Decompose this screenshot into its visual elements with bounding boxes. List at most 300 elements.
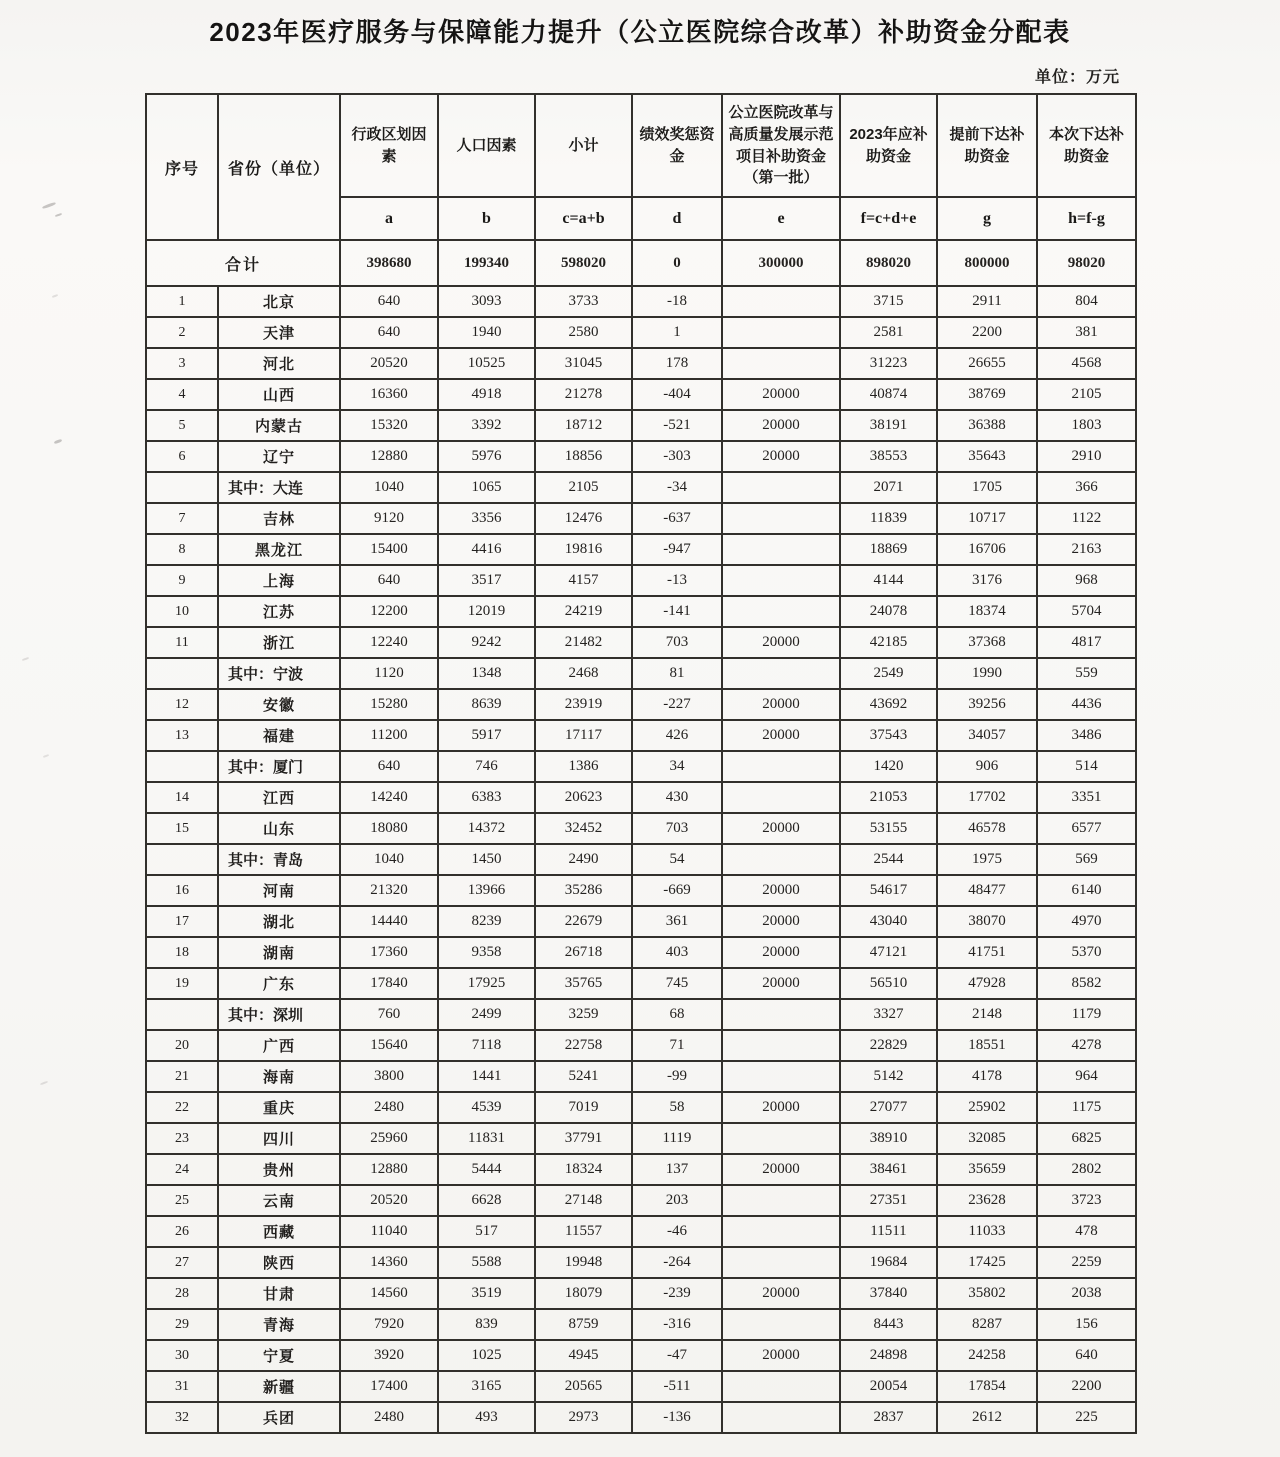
row-province: 青海 [218,1309,340,1340]
row-value: 4278 [1037,1030,1136,1061]
row-value: 11033 [937,1216,1037,1247]
row-value: 1940 [438,317,535,348]
row-value: 2468 [535,658,632,689]
row-value: 17702 [937,782,1037,813]
table-row [146,689,1136,720]
row-value: 17360 [340,937,438,968]
row-value: 27351 [840,1185,937,1216]
row-value: -404 [632,379,722,410]
row-value: 2910 [1037,441,1136,472]
row-province: 其中：青岛 [218,844,340,875]
row-value: 15400 [340,534,438,565]
row-seq: 12 [146,689,218,720]
row-value: 4539 [438,1092,535,1123]
row-value: 27077 [840,1092,937,1123]
row-value: 7019 [535,1092,632,1123]
row-province: 浙江 [218,627,340,658]
row-value: 16706 [937,534,1037,565]
row-value: 17925 [438,968,535,999]
row-province: 其中：深圳 [218,999,340,1030]
row-value: 12880 [340,1154,438,1185]
row-province: 天津 [218,317,340,348]
row-value: 5370 [1037,937,1136,968]
column-formula: e [722,197,840,240]
row-value: 20000 [722,906,840,937]
row-value: 2200 [1037,1371,1136,1402]
row-value: 20000 [722,410,840,441]
row-value: 3519 [438,1278,535,1309]
row-value: 703 [632,627,722,658]
row-value: 2163 [1037,534,1136,565]
column-header: 公立医院改革与高质量发展示范项目补助资金（第一批） [722,94,840,197]
row-seq: 27 [146,1247,218,1278]
column-header: 绩效奖惩资金 [632,94,722,197]
row-value: 40874 [840,379,937,410]
row-value: 47928 [937,968,1037,999]
table-row [146,658,1136,689]
row-province: 河南 [218,875,340,906]
row-value: 2148 [937,999,1037,1030]
table-row [146,441,1136,472]
row-value: 2038 [1037,1278,1136,1309]
row-province: 其中：厦门 [218,751,340,782]
row-province: 吉林 [218,503,340,534]
row-value: 48477 [937,875,1037,906]
row-province: 福建 [218,720,340,751]
row-seq: 19 [146,968,218,999]
row-value: 3165 [438,1371,535,1402]
table-row [146,627,1136,658]
row-value: 2480 [340,1092,438,1123]
column-formula: c=a+b [535,197,632,240]
row-value: 68 [632,999,722,1030]
row-value: 6577 [1037,813,1136,844]
row-value [722,1061,840,1092]
row-province: 湖南 [218,937,340,968]
row-value: 7118 [438,1030,535,1061]
row-seq: 20 [146,1030,218,1061]
row-value: 35659 [937,1154,1037,1185]
table-row [146,1061,1136,1092]
row-value: 2549 [840,658,937,689]
row-value: 20000 [722,813,840,844]
row-value: 6825 [1037,1123,1136,1154]
row-value: 906 [937,751,1037,782]
row-seq: 25 [146,1185,218,1216]
table-row [146,565,1136,596]
row-value [722,1371,840,1402]
row-seq [146,999,218,1030]
row-seq: 18 [146,937,218,968]
row-value: 58 [632,1092,722,1123]
table-row [146,937,1136,968]
scan-artifact [52,294,58,298]
row-value: 22758 [535,1030,632,1061]
row-value: 5241 [535,1061,632,1092]
row-value: 21278 [535,379,632,410]
row-value: 4144 [840,565,937,596]
row-value: 11831 [438,1123,535,1154]
row-value: 14560 [340,1278,438,1309]
row-province: 贵州 [218,1154,340,1185]
row-value: -264 [632,1247,722,1278]
row-value: -947 [632,534,722,565]
row-value: 640 [340,317,438,348]
table-head [146,94,1136,240]
row-value: 20000 [722,1154,840,1185]
row-value: 968 [1037,565,1136,596]
row-value: 493 [438,1402,535,1433]
row-value: 42185 [840,627,937,658]
row-value: 426 [632,720,722,751]
row-value: -669 [632,875,722,906]
table-row [146,782,1136,813]
row-value: 745 [632,968,722,999]
row-seq: 7 [146,503,218,534]
row-seq: 1 [146,286,218,317]
row-value: 15320 [340,410,438,441]
scan-artifact [42,202,56,210]
row-value: 26718 [535,937,632,968]
row-value: 20000 [722,968,840,999]
row-value: 2105 [1037,379,1136,410]
table-row [146,379,1136,410]
row-value: 23628 [937,1185,1037,1216]
row-value: 20000 [722,441,840,472]
row-value: 18324 [535,1154,632,1185]
row-value: 804 [1037,286,1136,317]
row-value [722,1185,840,1216]
row-province: 西藏 [218,1216,340,1247]
row-value: 9242 [438,627,535,658]
row-seq: 13 [146,720,218,751]
row-value: 37368 [937,627,1037,658]
row-value: 1040 [340,472,438,503]
row-value: 22679 [535,906,632,937]
row-value: 37791 [535,1123,632,1154]
row-value: 3486 [1037,720,1136,751]
column-formula: g [937,197,1037,240]
row-value: 19816 [535,534,632,565]
row-value: 38769 [937,379,1037,410]
row-value: 5588 [438,1247,535,1278]
total-value: 0 [632,240,722,286]
row-value: 35765 [535,968,632,999]
row-value: 12240 [340,627,438,658]
row-value: 225 [1037,1402,1136,1433]
row-value: 12200 [340,596,438,627]
row-value: -637 [632,503,722,534]
row-value: -99 [632,1061,722,1092]
row-seq: 8 [146,534,218,565]
row-province: 四川 [218,1123,340,1154]
row-value: 38461 [840,1154,937,1185]
row-value: 21320 [340,875,438,906]
row-value: 37840 [840,1278,937,1309]
row-value: 2480 [340,1402,438,1433]
row-value: 46578 [937,813,1037,844]
row-value: 11511 [840,1216,937,1247]
page-title: 2023年医疗服务与保障能力提升（公立医院综合改革）补助资金分配表 [209,17,1071,47]
row-value: 14440 [340,906,438,937]
row-value: 1175 [1037,1092,1136,1123]
row-value: 12880 [340,441,438,472]
row-value: 1120 [340,658,438,689]
table-row [146,906,1136,937]
row-province: 山东 [218,813,340,844]
total-row [146,240,1136,286]
row-value: 4945 [535,1340,632,1371]
row-value: 2499 [438,999,535,1030]
row-seq: 9 [146,565,218,596]
row-value: 3800 [340,1061,438,1092]
row-value [722,286,840,317]
row-value: 640 [340,565,438,596]
row-value: 8443 [840,1309,937,1340]
row-value: 137 [632,1154,722,1185]
row-value: 18856 [535,441,632,472]
row-seq: 5 [146,410,218,441]
row-value: 14240 [340,782,438,813]
row-value: 8582 [1037,968,1136,999]
table-row [146,1154,1136,1185]
row-province: 陕西 [218,1247,340,1278]
row-value: 3392 [438,410,535,441]
row-value: 20000 [722,627,840,658]
row-value: 1065 [438,472,535,503]
row-value: 4157 [535,565,632,596]
row-value: 3920 [340,1340,438,1371]
row-value: 5976 [438,441,535,472]
row-value [722,565,840,596]
row-value: 640 [1037,1340,1136,1371]
table-row [146,1340,1136,1371]
row-value: 20520 [340,1185,438,1216]
row-value: 8759 [535,1309,632,1340]
row-value: 4436 [1037,689,1136,720]
row-value: 1420 [840,751,937,782]
row-seq: 2 [146,317,218,348]
total-value: 398680 [340,240,438,286]
row-value: 1040 [340,844,438,875]
row-value: 2581 [840,317,937,348]
table-row [146,317,1136,348]
row-value: 22829 [840,1030,937,1061]
row-value: 1990 [937,658,1037,689]
row-value: 18080 [340,813,438,844]
row-province: 江苏 [218,596,340,627]
row-value: 4568 [1037,348,1136,379]
row-value [722,1247,840,1278]
row-value: 20000 [722,1340,840,1371]
row-value: 11557 [535,1216,632,1247]
table-row [146,472,1136,503]
row-province: 山西 [218,379,340,410]
row-value: 20000 [722,720,840,751]
row-value: -13 [632,565,722,596]
row-value: 178 [632,348,722,379]
row-value: 31223 [840,348,937,379]
row-value: 34 [632,751,722,782]
row-value: 25902 [937,1092,1037,1123]
row-value: 5704 [1037,596,1136,627]
row-value [722,1216,840,1247]
row-value: 7920 [340,1309,438,1340]
row-value: 1441 [438,1061,535,1092]
row-value: 2911 [937,286,1037,317]
row-value: 381 [1037,317,1136,348]
row-province: 云南 [218,1185,340,1216]
row-value: 1348 [438,658,535,689]
row-value: 2580 [535,317,632,348]
row-value: 20000 [722,379,840,410]
row-value: 17400 [340,1371,438,1402]
row-value: 20623 [535,782,632,813]
row-value: 3351 [1037,782,1136,813]
scan-artifact [22,657,29,661]
row-value: 14372 [438,813,535,844]
row-value: 11839 [840,503,937,534]
row-value: 3733 [535,286,632,317]
row-value: 24078 [840,596,937,627]
row-value: 21482 [535,627,632,658]
table-row [146,1092,1136,1123]
row-value: 19684 [840,1247,937,1278]
row-value: 38910 [840,1123,937,1154]
row-value: 361 [632,906,722,937]
total-value: 98020 [1037,240,1136,286]
row-seq: 28 [146,1278,218,1309]
scan-artifact [54,439,63,445]
row-value: 41751 [937,937,1037,968]
table-row [146,968,1136,999]
table-row [146,410,1136,441]
row-value: 53155 [840,813,937,844]
row-seq: 23 [146,1123,218,1154]
row-seq: 16 [146,875,218,906]
row-value: 3327 [840,999,937,1030]
row-value [722,751,840,782]
row-value: 10717 [937,503,1037,534]
total-value: 199340 [438,240,535,286]
column-header: 提前下达补助资金 [937,94,1037,197]
row-value: 31045 [535,348,632,379]
row-value: 839 [438,1309,535,1340]
scan-artifact [55,213,62,217]
row-value: 14360 [340,1247,438,1278]
row-value [722,596,840,627]
row-value: 47121 [840,937,937,968]
table-row [146,1123,1136,1154]
row-province: 其中：大连 [218,472,340,503]
column-header: 本次下达补助资金 [1037,94,1136,197]
row-value: 17425 [937,1247,1037,1278]
row-value [722,317,840,348]
row-value: -136 [632,1402,722,1433]
row-province: 新疆 [218,1371,340,1402]
row-value [722,1309,840,1340]
row-province: 黑龙江 [218,534,340,565]
row-seq: 26 [146,1216,218,1247]
row-value: 12476 [535,503,632,534]
column-header: 小计 [535,94,632,197]
row-value: 2490 [535,844,632,875]
row-value: 640 [340,286,438,317]
row-value: -227 [632,689,722,720]
row-value: 24219 [535,596,632,627]
row-value: 9358 [438,937,535,968]
row-province: 广东 [218,968,340,999]
row-value: 38070 [937,906,1037,937]
row-seq: 11 [146,627,218,658]
row-province: 广西 [218,1030,340,1061]
row-seq: 17 [146,906,218,937]
row-value: 20000 [722,875,840,906]
row-value: 71 [632,1030,722,1061]
column-formula: f=c+d+e [840,197,937,240]
table-row [146,1309,1136,1340]
header-province: 省份（单位） [218,94,340,240]
row-value: 17117 [535,720,632,751]
row-value: 3356 [438,503,535,534]
row-value: 25960 [340,1123,438,1154]
column-header: 行政区划因素 [340,94,438,197]
row-value: 203 [632,1185,722,1216]
row-seq [146,472,218,503]
row-value: 2802 [1037,1154,1136,1185]
row-value: -18 [632,286,722,317]
row-seq: 31 [146,1371,218,1402]
row-value: -521 [632,410,722,441]
row-seq: 24 [146,1154,218,1185]
row-seq [146,844,218,875]
row-value [722,1030,840,1061]
row-value: 2544 [840,844,937,875]
table-row [146,875,1136,906]
row-value: 4416 [438,534,535,565]
row-value: 54 [632,844,722,875]
row-value: 3259 [535,999,632,1030]
row-value: 24898 [840,1340,937,1371]
row-value: 366 [1037,472,1136,503]
row-province: 海南 [218,1061,340,1092]
row-value: 1450 [438,844,535,875]
row-value: 640 [340,751,438,782]
row-value: 760 [340,999,438,1030]
row-value: 26655 [937,348,1037,379]
row-value: 517 [438,1216,535,1247]
scan-artifact [40,1081,48,1086]
table-row [146,1402,1136,1433]
row-value: 18712 [535,410,632,441]
row-value: 1975 [937,844,1037,875]
header-seq: 序号 [146,94,218,240]
row-value: 3093 [438,286,535,317]
row-value: 38553 [840,441,937,472]
row-value: -239 [632,1278,722,1309]
row-value: 746 [438,751,535,782]
column-header: 2023年应补助资金 [840,94,937,197]
row-value: 4970 [1037,906,1136,937]
row-value: 6140 [1037,875,1136,906]
row-value: 1119 [632,1123,722,1154]
row-value: 4178 [937,1061,1037,1092]
row-value: 2200 [937,317,1037,348]
table-row [146,503,1136,534]
column-header: 人口因素 [438,94,535,197]
row-value: 3176 [937,565,1037,596]
row-value: 6383 [438,782,535,813]
